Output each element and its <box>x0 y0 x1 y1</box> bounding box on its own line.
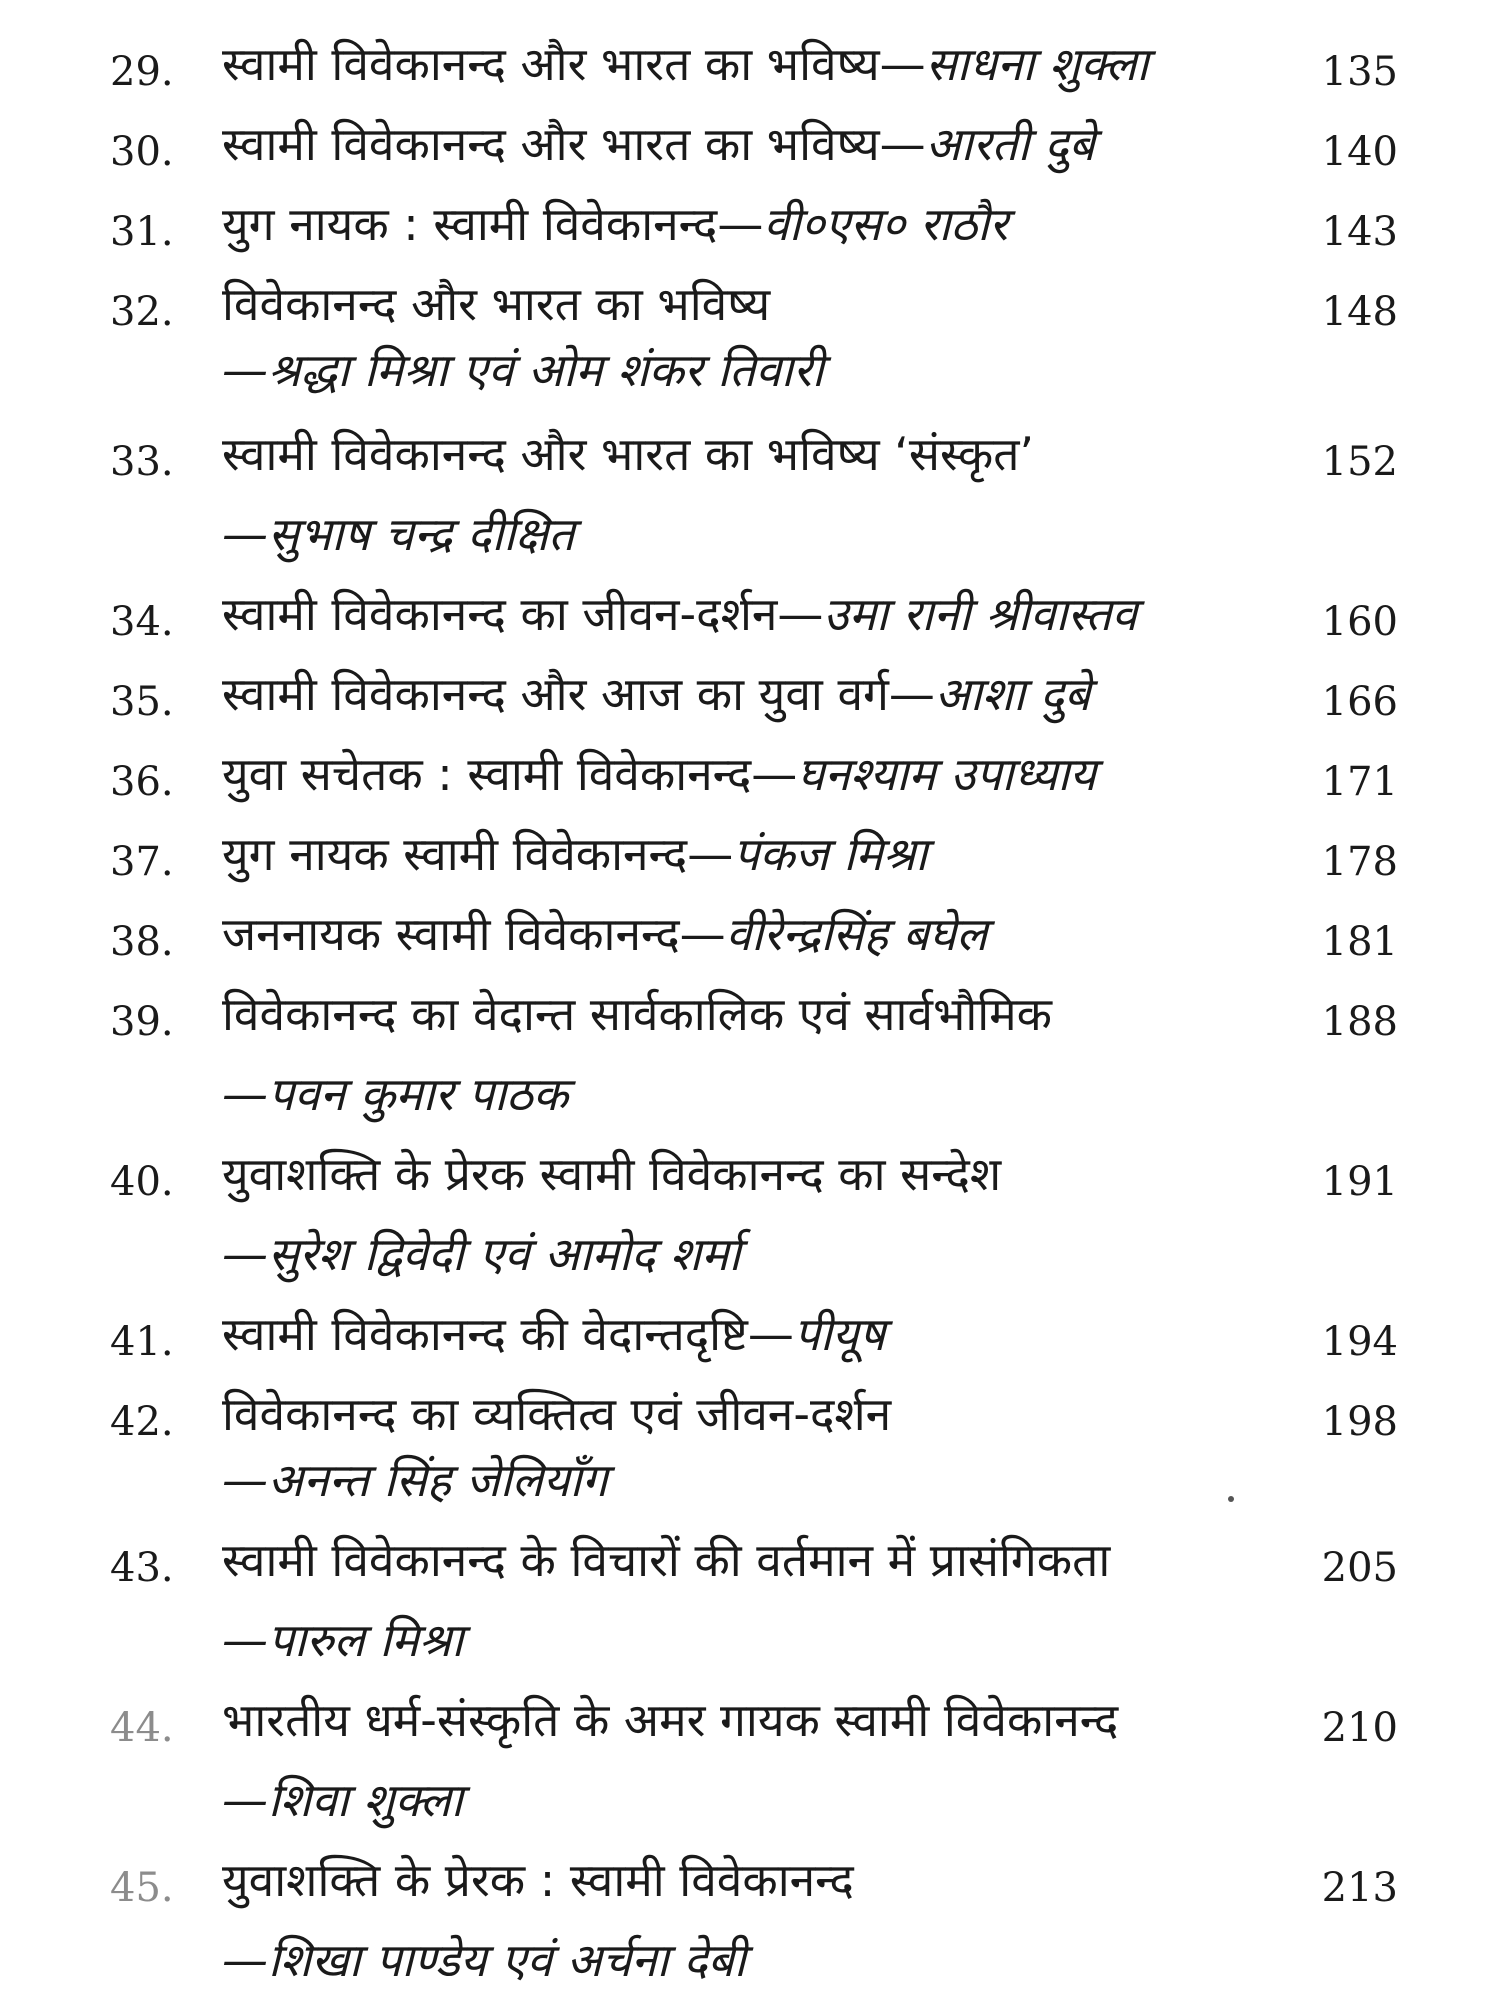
entry-page-number: 191 <box>1321 1159 1398 1205</box>
entry-number: 38. <box>110 919 174 965</box>
entry-title: विवेकानन्द का व्यक्तित्व एवं जीवन-दर्शन <box>222 1387 892 1441</box>
entry-title: स्वामी विवेकानन्द और आज का युवा वर्ग <box>222 667 889 721</box>
entry-separator: — <box>777 587 824 641</box>
entry-number: 43. <box>110 1545 174 1591</box>
entry-author: —पवन कुमार पाठक <box>222 1067 569 1121</box>
entry-page-number: 171 <box>1321 759 1398 805</box>
entry-title: स्वामी विवेकानन्द और भारत का भविष्य ‘संस्कृत’ <box>222 427 1035 481</box>
entry-title: जननायक स्वामी विवेकानन्द <box>222 907 680 961</box>
entry-title: स्वामी विवेकानन्द का जीवन-दर्शन <box>222 587 778 641</box>
entry-author: —शिखा पाण्डेय एवं अर्चना देबी <box>222 1933 746 1987</box>
entry-title-line <box>222 116 1095 172</box>
entry-separator: — <box>879 117 926 171</box>
entry-author: घनश्याम उपाध्याय <box>797 747 1097 801</box>
entry-title-line <box>222 36 1148 92</box>
entry-page-number: 198 <box>1321 1399 1398 1445</box>
entry-title: युग नायक : स्वामी विवेकानन्द <box>222 197 718 251</box>
entry-number: 39. <box>110 999 174 1045</box>
entry-page-number: 194 <box>1321 1319 1398 1365</box>
entry-separator: — <box>751 747 798 801</box>
entry-separator: — <box>888 667 935 721</box>
entry-separator: — <box>717 197 764 251</box>
entry-page-number: 148 <box>1321 289 1398 335</box>
entry-page-number: 178 <box>1321 839 1398 885</box>
entry-title: युवाशक्ति के प्रेरक : स्वामी विवेकानन्द <box>222 1853 854 1907</box>
entry-page-number: 140 <box>1321 129 1398 175</box>
entry-author: वी०एस० राठौर <box>763 197 1008 251</box>
entry-author: आशा दुबे <box>934 667 1091 721</box>
entry-title: युग नायक स्वामी विवेकानन्द <box>222 827 688 881</box>
entry-page-number: 205 <box>1321 1545 1398 1591</box>
entry-title: युवा सचेतक : स्वामी विवेकानन्द <box>222 747 752 801</box>
entry-title: स्वामी विवेकानन्द और भारत का भविष्य <box>222 117 880 171</box>
entry-separator: — <box>747 1307 794 1361</box>
entry-title-line <box>222 666 1090 722</box>
entry-title: युवाशक्ति के प्रेरक स्वामी विवेकानन्द का सन्देश <box>222 1147 1002 1201</box>
entry-separator: — <box>679 907 726 961</box>
entry-author: —सुभाष चन्द्र दीक्षित <box>222 507 575 561</box>
entry-title: भारतीय धर्म-संस्कृति के अमर गायक स्वामी विवेकानन्द <box>222 1693 1119 1747</box>
entry-author: —शिवा शुक्ला <box>222 1773 463 1827</box>
entry-number: 29. <box>110 49 174 95</box>
entry-title: स्वामी विवेकानन्द और भारत का भविष्य <box>222 37 880 91</box>
entry-page-number: 135 <box>1321 49 1398 95</box>
entry-page-number: 188 <box>1321 999 1398 1045</box>
entry-number: 35. <box>110 679 174 725</box>
entry-title-line <box>222 196 1008 252</box>
entry-separator: — <box>879 37 926 91</box>
entry-title: विवेकानन्द का वेदान्त सार्वकालिक एवं सार्वभौमिक <box>222 987 1052 1041</box>
entry-author: आरती दुबे <box>925 117 1095 171</box>
entry-title-line <box>222 826 927 882</box>
entry-number: 33. <box>110 439 174 485</box>
entry-page-number: 143 <box>1321 209 1398 255</box>
entry-page-number: 210 <box>1321 1705 1398 1751</box>
entry-title-line <box>222 906 987 962</box>
ink-speck <box>1228 1496 1234 1502</box>
entry-author: पंकज मिश्रा <box>733 827 928 881</box>
entry-author: उमा रानी श्रीवास्तव <box>823 587 1138 641</box>
entry-number: 45. <box>110 1865 174 1911</box>
entry-title: स्वामी विवेकानन्द की वेदान्तदृष्टि <box>222 1307 748 1361</box>
entry-number: 31. <box>110 209 174 255</box>
entry-number: 44. <box>110 1705 174 1751</box>
entry-title-line <box>222 746 1096 802</box>
entry-number: 40. <box>110 1159 174 1205</box>
entry-number: 34. <box>110 599 174 645</box>
entry-number: 36. <box>110 759 174 805</box>
entry-title: विवेकानन्द और भारत का भविष्य <box>222 277 771 331</box>
entry-author: —सुरेश द्विवेदी एवं आमोद शर्मा <box>222 1227 741 1281</box>
entry-number: 30. <box>110 129 174 175</box>
entry-title: स्वामी विवेकानन्द के विचारों की वर्तमान में प्रासंगिकता <box>222 1533 1111 1587</box>
entry-author: वीरेन्द्रसिंह बघेल <box>725 907 988 961</box>
entry-number: 37. <box>110 839 174 885</box>
entry-page-number: 213 <box>1321 1865 1398 1911</box>
entry-title-line <box>222 1306 885 1362</box>
entry-number: 41. <box>110 1319 174 1365</box>
entry-author: —श्रद्धा मिश्रा एवं ओम शंकर तिवारी <box>222 343 824 397</box>
entry-title-line <box>222 586 1137 642</box>
entry-author: पीयूष <box>793 1307 886 1361</box>
entry-number: 42. <box>110 1399 174 1445</box>
entry-author: साधना शुक्ला <box>925 37 1149 91</box>
entry-page-number: 160 <box>1321 599 1398 645</box>
entry-page-number: 181 <box>1321 919 1398 965</box>
entry-page-number: 152 <box>1321 439 1398 485</box>
entry-author: —अनन्त सिंह जेलियाँग <box>222 1453 608 1507</box>
entry-author: —पारुल मिश्रा <box>222 1613 464 1667</box>
entry-separator: — <box>687 827 734 881</box>
entry-page-number: 166 <box>1321 679 1398 725</box>
entry-number: 32. <box>110 289 174 335</box>
